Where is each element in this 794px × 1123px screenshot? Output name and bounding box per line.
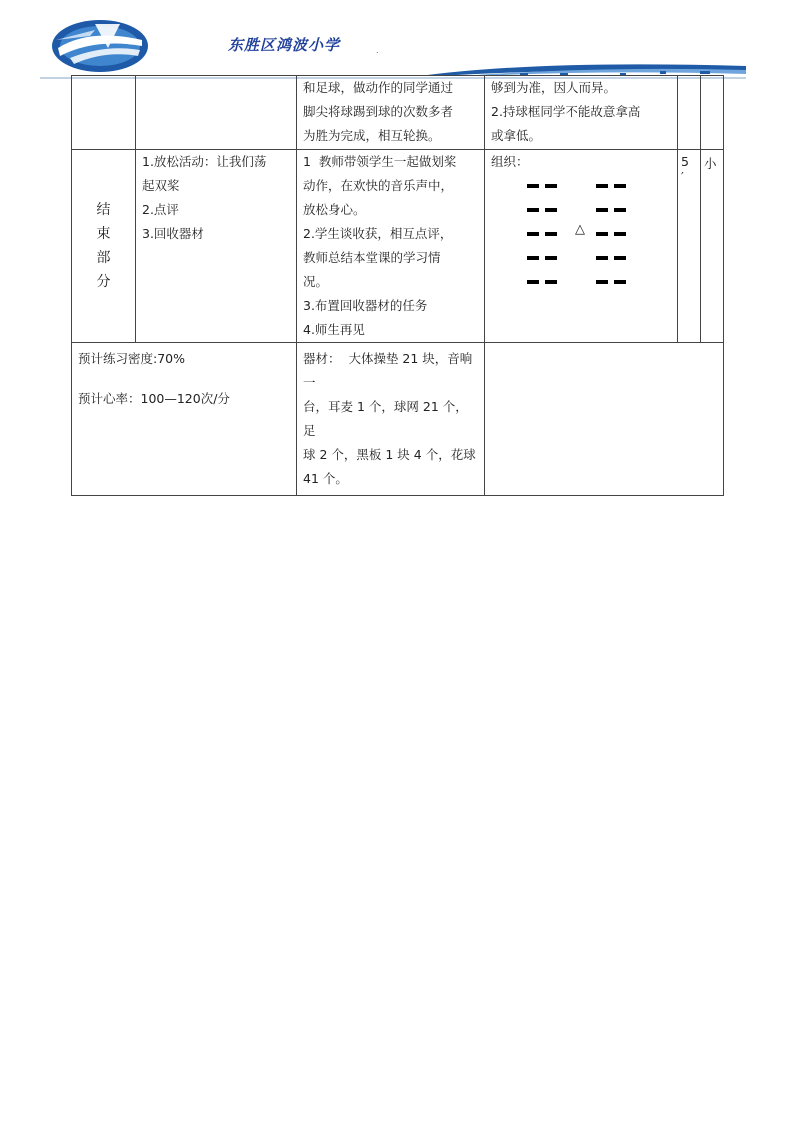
student-mark bbox=[614, 280, 626, 284]
student-mark bbox=[614, 208, 626, 212]
empty-footer-cell bbox=[485, 343, 724, 496]
continuation-method-cell bbox=[297, 76, 485, 150]
student-mark bbox=[596, 280, 608, 284]
text-line: 况。 bbox=[303, 274, 329, 289]
practice-summary-cell bbox=[72, 343, 297, 496]
intensity-value: 小 bbox=[704, 156, 717, 171]
header-dot: . bbox=[376, 46, 379, 55]
student-mark bbox=[614, 256, 626, 260]
label-char: 部 bbox=[96, 250, 111, 266]
student-mark bbox=[545, 232, 557, 236]
school-name: 东胜区鸿波小学 bbox=[228, 36, 341, 54]
time-unit: ′ bbox=[681, 169, 684, 184]
student-mark bbox=[527, 280, 539, 284]
text-line: 球 2 个，黑板 1 块 4 个，花球 bbox=[303, 447, 476, 462]
teacher-triangle-icon: △ bbox=[575, 222, 585, 237]
empty-intensity-cell bbox=[701, 76, 724, 150]
text-line: 放松身心。 bbox=[303, 202, 366, 217]
student-mark bbox=[527, 232, 539, 236]
lesson-plan-table bbox=[71, 75, 724, 496]
student-mark bbox=[545, 208, 557, 212]
text-line: 2.点评 bbox=[142, 202, 179, 217]
student-mark bbox=[527, 256, 539, 260]
student-mark bbox=[596, 184, 608, 188]
text-line: 教师总结本堂课的学习情 bbox=[303, 250, 441, 265]
student-mark bbox=[545, 184, 557, 188]
method-cell bbox=[297, 150, 485, 343]
text-line: 1 教师带领学生一起做划桨 bbox=[303, 154, 457, 169]
text-line: 台，耳麦 1 个，球网 21 个，足 bbox=[303, 399, 468, 438]
student-mark bbox=[527, 208, 539, 212]
text-line: 41 个。 bbox=[303, 471, 348, 486]
formation-diagram bbox=[491, 150, 671, 290]
time-cell bbox=[678, 150, 701, 343]
time-value: 5 bbox=[681, 154, 689, 169]
text-line: 脚尖将球踢到球的次数多者 bbox=[303, 104, 454, 119]
section-label bbox=[72, 150, 136, 343]
text-line: 和足球，做动作的同学通过 bbox=[303, 80, 454, 95]
student-mark bbox=[545, 280, 557, 284]
student-mark bbox=[596, 208, 608, 212]
text-line: 够到为准，因人而异。 bbox=[491, 80, 617, 95]
student-mark bbox=[596, 256, 608, 260]
continuation-row bbox=[72, 76, 724, 150]
continuation-notes-cell bbox=[485, 76, 678, 150]
text-line: 起双桨 bbox=[142, 178, 180, 193]
text-line: 或拿低。 bbox=[491, 128, 542, 143]
empty-task-cell bbox=[136, 76, 297, 150]
text-line: 2.持球框同学不能故意拿高 bbox=[491, 104, 641, 119]
page-header bbox=[0, 0, 794, 85]
text-line: 器材： 大体操垫 21 块，音响一 bbox=[303, 351, 473, 390]
student-mark bbox=[527, 184, 539, 188]
text-line: 3.布置回收器材的任务 bbox=[303, 298, 428, 313]
student-mark bbox=[545, 256, 557, 260]
label-char: 结 bbox=[96, 202, 111, 218]
text-line: 1.放松活动：让我们荡 bbox=[142, 154, 267, 169]
student-mark bbox=[614, 184, 626, 188]
student-mark bbox=[596, 232, 608, 236]
organization-label: 组织： bbox=[491, 154, 529, 169]
student-mark bbox=[614, 232, 626, 236]
text-line: 为胜为完成，相互轮换。 bbox=[303, 128, 441, 143]
intensity-cell bbox=[701, 150, 724, 343]
label-char: 分 bbox=[96, 274, 111, 290]
text-line: 2.学生谈收获，相互点评， bbox=[303, 226, 453, 241]
equipment-cell bbox=[297, 343, 485, 496]
task-cell bbox=[136, 150, 297, 343]
text-line: 4.师生再见 bbox=[303, 322, 365, 337]
empty-time-cell bbox=[678, 76, 701, 150]
text-line: 动作，在欢快的音乐声中， bbox=[303, 178, 454, 193]
empty-section-cell bbox=[72, 76, 136, 150]
organization-cell bbox=[485, 150, 678, 343]
summary-row bbox=[72, 343, 724, 496]
label-char: 束 bbox=[96, 226, 111, 242]
ending-section-row bbox=[72, 150, 724, 343]
text-line: 3.回收器材 bbox=[142, 226, 204, 241]
practice-density: 预计练习密度:70% bbox=[78, 351, 185, 366]
heart-rate: 预计心率：100—120次/分 bbox=[78, 391, 230, 406]
